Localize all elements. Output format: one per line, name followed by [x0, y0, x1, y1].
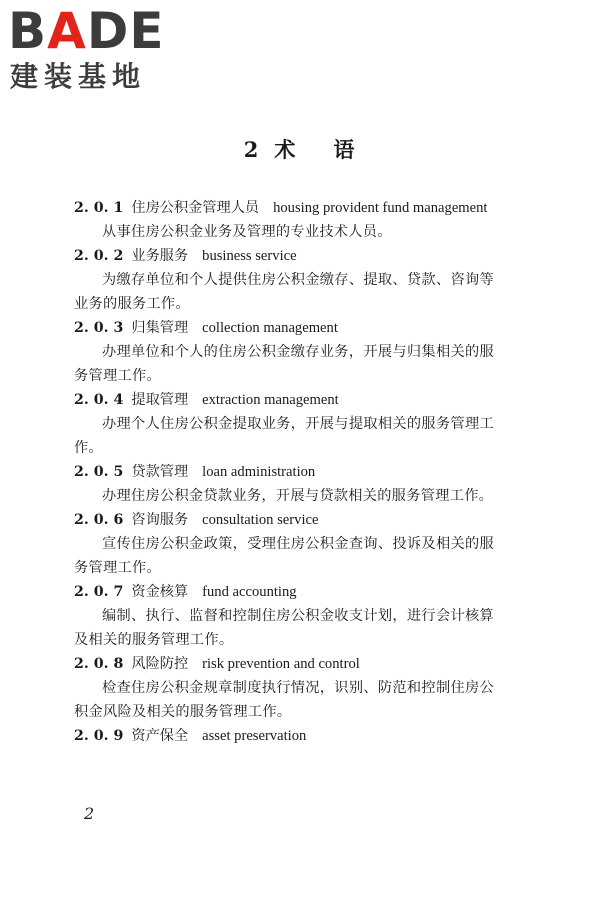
term-definition: 检查住房公积金规章制度执行情况，识别、防范和控制住房公积金风险及相关的服务管理工作。: [74, 680, 494, 720]
term-chinese: 业务服务: [131, 248, 189, 264]
term-english: collection management: [202, 320, 338, 336]
term-definition: 办理住房公积金贷款业务，开展与贷款相关的服务管理工作。: [102, 488, 494, 504]
term-definition: 编制、执行、监督和控制住房公积金收支计划，进行会计核算及相关的服务管理工作。: [74, 608, 494, 648]
term-definition: 为缴存单位和个人提供住房公积金缴存、提取、贷款、咨询等业务的服务工作。: [74, 272, 494, 312]
term-definition: 办理单位和个人的住房公积金缴存业务，开展与归集相关的服务管理工作。: [74, 344, 494, 384]
term-english: consultation service: [202, 512, 319, 528]
chapter-title: [0, 134, 600, 164]
logo-letters-de: DE: [86, 2, 165, 60]
term-english: risk prevention and control: [202, 656, 360, 672]
terms-list: [74, 196, 494, 748]
term-chinese: 归集管理: [131, 320, 189, 336]
term-heading: [74, 196, 494, 220]
term-chinese: 资产保全: [131, 728, 189, 744]
term-english: business service: [202, 248, 297, 264]
term-chinese: 风险防控: [131, 656, 189, 672]
chapter-number: 2: [243, 137, 261, 162]
term-heading: [74, 508, 494, 532]
logo-wordmark: [8, 4, 165, 58]
logo-subtitle: 建装基地: [10, 60, 147, 93]
term-number: 2. 0. 2: [74, 248, 124, 264]
bade-logo: [8, 4, 178, 94]
page-number: 2: [84, 804, 95, 823]
term-number: 2. 0. 7: [74, 584, 124, 600]
term-english: housing provident fund management: [273, 200, 488, 216]
term-heading: [74, 316, 494, 340]
term-number: 2. 0. 1: [74, 200, 124, 216]
term-english: loan administration: [202, 464, 316, 480]
term-definition: 办理个人住房公积金提取业务，开展与提取相关的服务管理工作。: [74, 416, 494, 456]
term-number: 2. 0. 6: [74, 512, 124, 528]
chapter-title-part1: 术: [274, 137, 298, 162]
term-english: extraction management: [202, 392, 339, 408]
term-chinese: 资金核算: [131, 584, 189, 600]
term-number: 2. 0. 8: [74, 656, 124, 672]
term-chinese: 贷款管理: [131, 464, 189, 480]
term-heading: [74, 652, 494, 676]
term-english: asset preservation: [202, 728, 307, 744]
term-heading: [74, 724, 494, 748]
logo-letter-a: A: [47, 2, 87, 60]
term-chinese: 提取管理: [131, 392, 189, 408]
term-heading: [74, 580, 494, 604]
term-number: 2. 0. 9: [74, 728, 124, 744]
term-chinese: 住房公积金管理人员: [131, 200, 260, 216]
term-definition: 从事住房公积金业务及管理的专业技术人员。: [102, 224, 392, 240]
term-number: 2. 0. 3: [74, 320, 124, 336]
term-english: fund accounting: [202, 584, 297, 600]
term-number: 2. 0. 4: [74, 392, 124, 408]
term-definition: 宣传住房公积金政策，受理住房公积金查询、投诉及相关的服务管理工作。: [74, 536, 494, 576]
term-heading: [74, 244, 494, 268]
chapter-title-part2: 语: [333, 137, 357, 162]
term-chinese: 咨询服务: [131, 512, 189, 528]
term-heading: [74, 460, 494, 484]
logo-letter-b: B: [8, 2, 48, 60]
term-heading: [74, 388, 494, 412]
term-number: 2. 0. 5: [74, 464, 124, 480]
